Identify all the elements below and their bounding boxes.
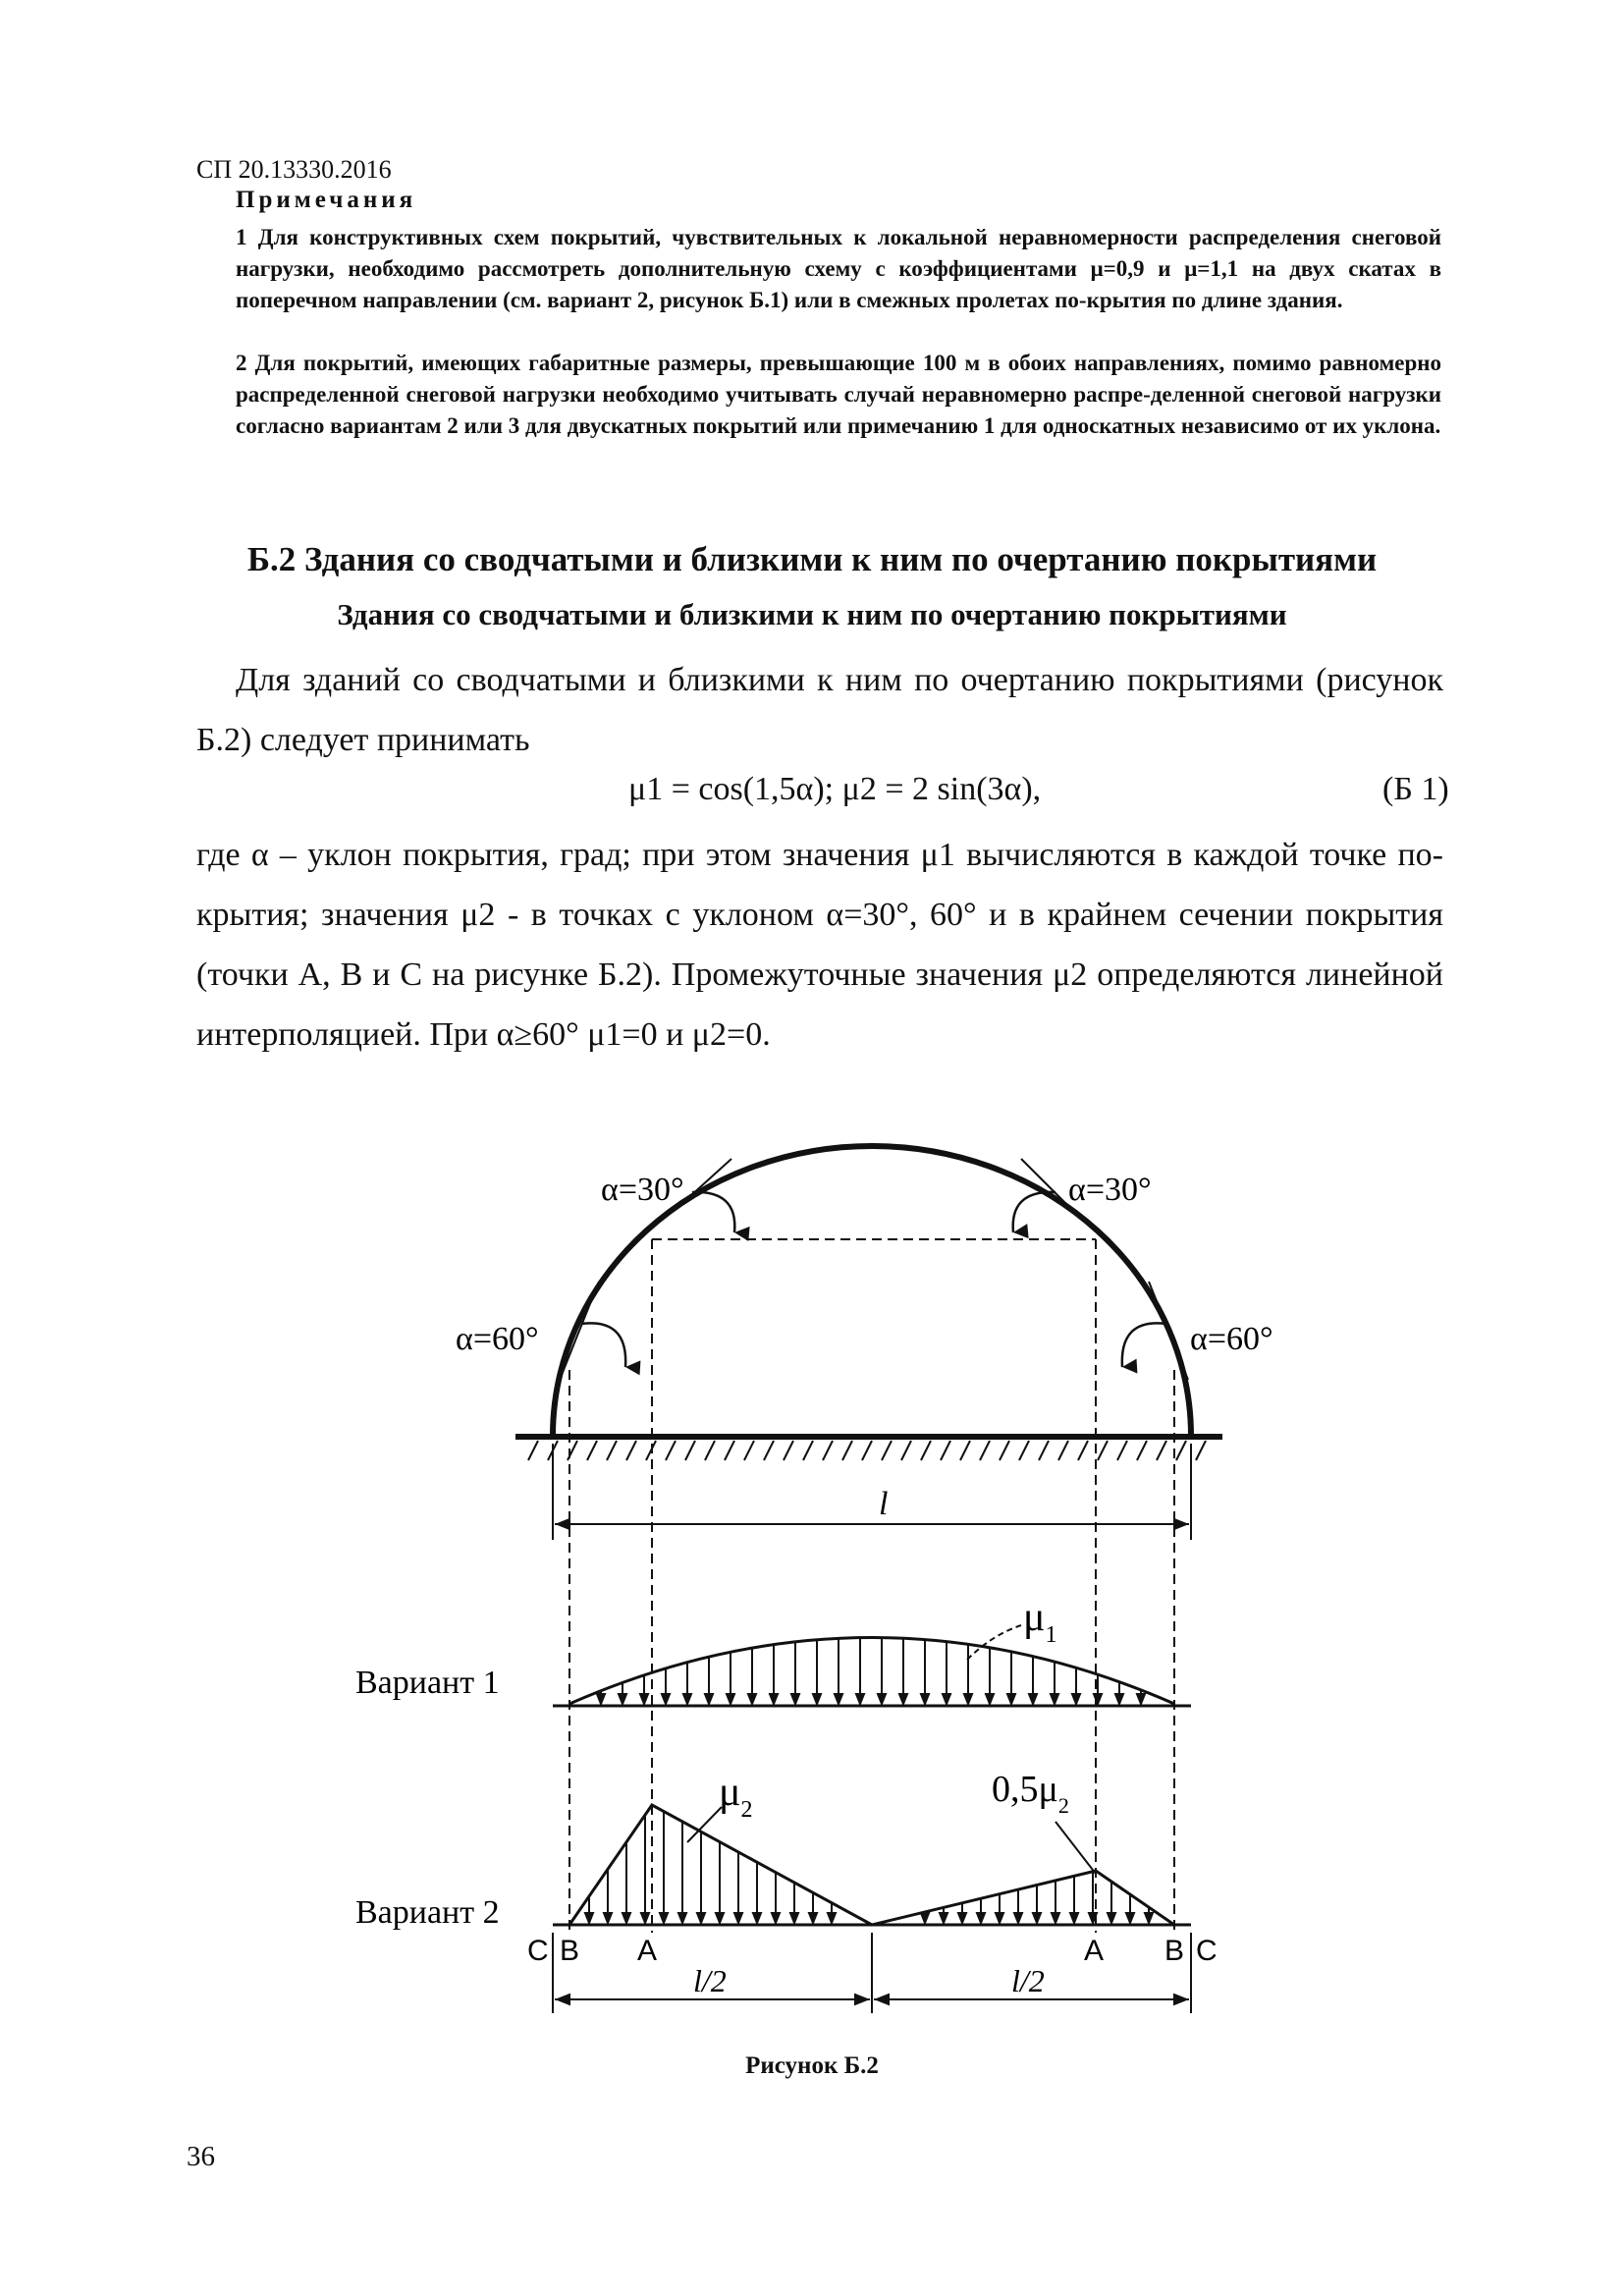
mu1-load-arrow-head	[1007, 1694, 1015, 1704]
mu2-load-arrow-head	[734, 1913, 742, 1923]
figure-caption: Рисунок Б.2	[745, 2052, 879, 2079]
alpha60-right-label: α=60°	[1190, 1321, 1273, 1357]
section-title: Б.2 Здания со сводчатыми и близкими к ним по очертанию покрытиями	[246, 540, 1378, 578]
point-c-right: C	[1196, 1935, 1218, 1967]
mu2-label: $\mu_2$	[719, 1770, 753, 1823]
paragraph-intro: Для зданий со сводчатыми и близкими к ним по очертанию покрытиями (рисунок Б.2) следует принимать	[196, 662, 1443, 758]
mu2-load-arrow-head	[996, 1913, 1003, 1923]
mu2-load-arrow-head	[1126, 1913, 1134, 1923]
mu2-load-arrow-head	[940, 1913, 947, 1923]
variant1-label: Вариант 1	[355, 1665, 500, 1701]
mu2-load-arrow-head	[772, 1913, 780, 1923]
mu2-load-arrow-head	[641, 1913, 649, 1923]
mu2-load-arrow-head	[1052, 1913, 1059, 1923]
formula-b1: μ1 = cos(1,5α); μ2 = 2 sin(3α),	[628, 771, 1042, 807]
mu1-load-arrow-head	[705, 1694, 713, 1704]
mu1-load-arrow-head	[1072, 1694, 1080, 1704]
formula-number: (Б 1)	[1382, 771, 1449, 807]
mu2-load-arrow-head	[716, 1913, 724, 1923]
notes-title: Примечания	[236, 187, 417, 213]
mu2-load-arrow-head	[604, 1913, 612, 1923]
mu1-load-arrow-head	[899, 1694, 907, 1704]
mu2-load-arrow-head	[958, 1913, 966, 1923]
mu1-load-arrow-head	[597, 1694, 605, 1704]
mu2-load-arrow-head	[660, 1913, 668, 1923]
mu1-curve	[569, 1638, 1174, 1705]
mu2-load-arrow-head	[977, 1913, 985, 1923]
alpha30-left-label: α=30°	[601, 1172, 684, 1208]
mu1-label: $\mu_1$	[1023, 1595, 1057, 1648]
point-c-left: C	[527, 1935, 549, 1967]
half-span-right-label: l/2	[1011, 1963, 1045, 1998]
mu2-load-arrow-head	[790, 1913, 798, 1923]
mu2-load-arrow-head	[678, 1913, 686, 1923]
mu2-load-arrow-head	[1108, 1913, 1115, 1923]
mu1-load-arrow-head	[662, 1694, 670, 1704]
half-mu2-label: $0,5\mu_2$	[992, 1769, 1069, 1818]
mu1-load-arrow-head	[748, 1694, 756, 1704]
point-a-right: A	[1084, 1935, 1105, 1967]
mu1-load-arrow-head	[683, 1694, 691, 1704]
point-a-left: A	[637, 1935, 658, 1967]
mu2-leader	[687, 1807, 722, 1842]
note-2: 2 Для покрытий, имеющих габаритные размеры, превышающие 100 м в обоих направлениях, помимо равномерно распределенной снеговой нагрузки необходимо учитывать случай неравномерно распре-деленной снеговой нагрузки согласно вариантам 2 или 3 для двускатных покрытий или примечанию 1 для односкатных независимо от их уклона.	[236, 351, 1441, 438]
alpha30-right-label: α=30°	[1068, 1172, 1152, 1208]
mu1-load-arrow-head	[1051, 1694, 1058, 1704]
mu2-load-arrow-head	[623, 1913, 630, 1923]
mu1-load-arrow-head	[964, 1694, 972, 1704]
point-b-left: B	[560, 1935, 580, 1967]
mu2-load-arrow-head	[809, 1913, 817, 1923]
mu1-load-arrow-head	[1029, 1694, 1037, 1704]
mu1-load-arrow-head	[878, 1694, 886, 1704]
mu1-load-arrow-head	[619, 1694, 626, 1704]
half-mu2-leader	[1056, 1822, 1096, 1874]
mu2-load-arrow-head	[1070, 1913, 1078, 1923]
span-label: l	[879, 1486, 889, 1522]
mu2-load-arrow-head	[585, 1913, 593, 1923]
note-1: 1 Для конструктивных схем покрытий, чувствительных к локальной неравномерности распределения снеговой нагрузки, необходимо рассмотреть дополнительную схему с коэффициентами μ=0,9 и μ=1,1 на двух скатах в поперечном направлении (см. вариант 2, рисунок Б.1) или в смежных пролетах по-крытия по длине здания.	[236, 225, 1441, 312]
mu2-load-arrow-head	[1145, 1913, 1153, 1923]
mu1-load-arrow-head	[1115, 1694, 1123, 1704]
mu1-load-arrow-head	[770, 1694, 778, 1704]
projection-lines	[569, 1239, 1174, 1933]
mu1-load-arrow-head	[986, 1694, 994, 1704]
mu2-load-arrow-head	[1014, 1913, 1022, 1923]
mu1-load-arrow-head	[640, 1694, 648, 1704]
mu2-load-arrow-head	[697, 1913, 705, 1923]
mu2-diagram	[569, 1805, 1174, 1925]
mu2-load-arrow-head	[1033, 1913, 1041, 1923]
half-span-left-label: l/2	[693, 1963, 727, 1998]
paragraph-explanation: где α – уклон покрытия, град; при этом значения μ1 вычисляются в каждой точке по-крытия; значения μ2 - в точках с уклоном α=30°, 60° и в крайнем сечении покрытия (точки А, В и С на рисунке Б.2). Промежуточные значения μ2 определяются линейной интерполяцией. При α≥60° μ1=0 и μ2=0.	[196, 837, 1443, 1053]
mu2-load-arrow-head	[753, 1913, 761, 1923]
variant2-label: Вариант 2	[355, 1894, 500, 1931]
ground-hatching	[528, 1441, 1206, 1460]
page-number: 36	[187, 2141, 215, 2172]
point-b-right: B	[1164, 1935, 1185, 1967]
mu1-load-arrow-head	[835, 1694, 842, 1704]
mu1-load-arrow-head	[791, 1694, 799, 1704]
mu2-load-arrow-head	[828, 1913, 836, 1923]
alpha60-left-label: α=60°	[456, 1321, 539, 1357]
mu1-load-arrow-head	[943, 1694, 950, 1704]
section-subtitle: Здания со сводчатыми и близкими к ним по очертанию покрытиями	[337, 597, 1287, 631]
mu1-load-arrow-head	[921, 1694, 929, 1704]
document-code: СП 20.13330.2016	[196, 155, 392, 184]
mu1-leader	[967, 1625, 1021, 1660]
mu1-load-arrow-head	[856, 1694, 864, 1704]
mu1-load-arrow-head	[813, 1694, 821, 1704]
mu2-load-arrows	[585, 1812, 1153, 1923]
mu2-load-arrow-head	[921, 1913, 929, 1923]
mu1-load-arrow-head	[727, 1694, 734, 1704]
mu1-load-arrows	[597, 1638, 1145, 1704]
mu1-load-arrow-head	[1137, 1694, 1145, 1704]
